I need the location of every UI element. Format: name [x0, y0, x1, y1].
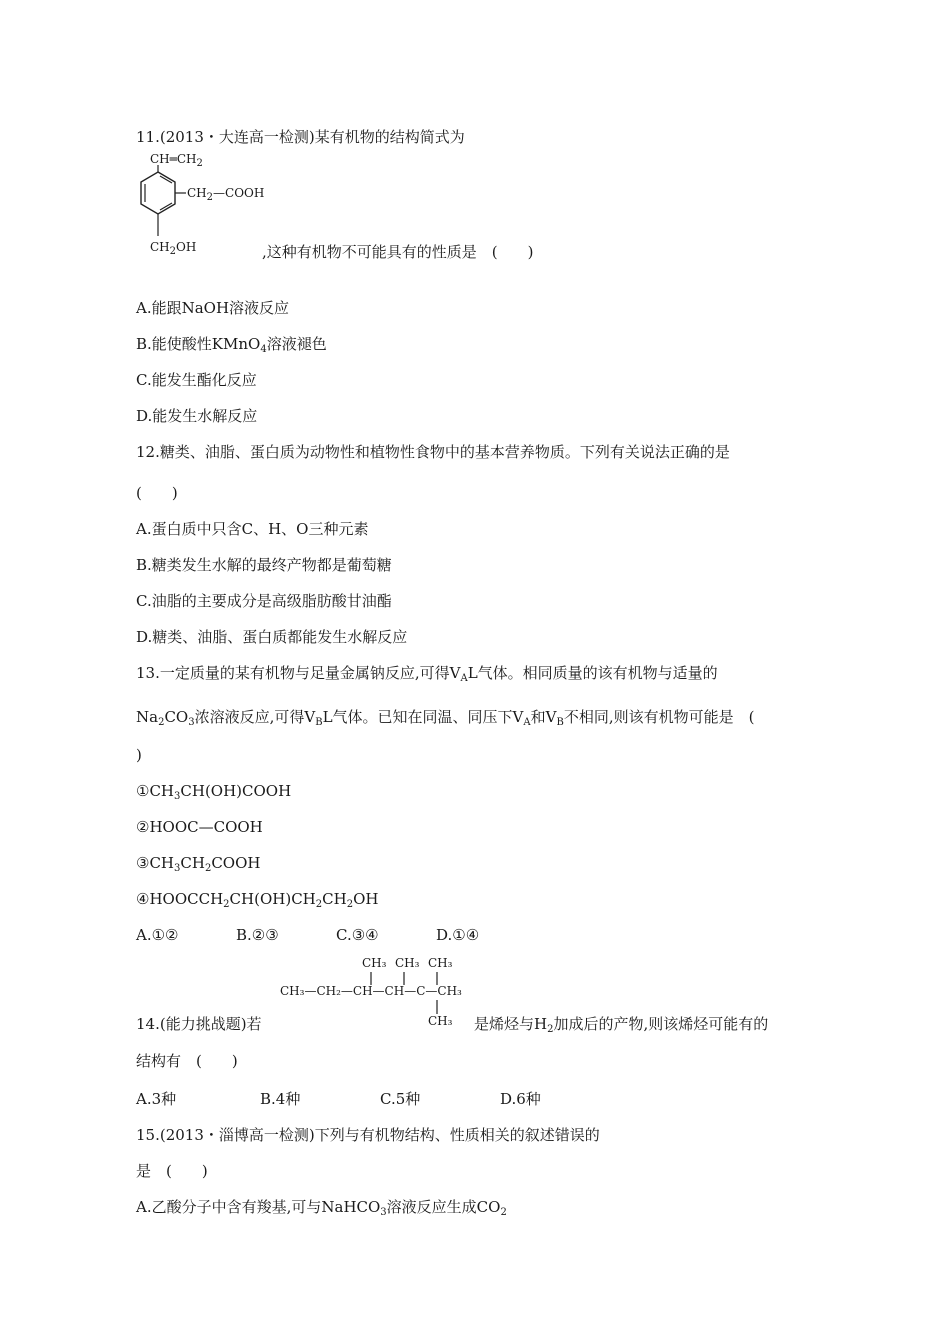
q13-answer-a: A.①② — [136, 926, 179, 944]
q14-answers — [136, 1089, 541, 1109]
q13-line-3: ) — [136, 746, 142, 764]
q14-methyl-4: CH₃ — [428, 1014, 453, 1028]
q13-item-4: $④HOOCCH_2CH(OH)CH_2CH_2OH$ — [136, 890, 379, 910]
q13-item-1: $①CH_3CH(OH)COOH$ — [136, 782, 292, 802]
q15-line-2: 是 ( ) — [136, 1162, 208, 1180]
q13-line-1: 13.一定质量的某有机物与足量金属钠反应,可得$V_AL$气体。相同质量的该有机物与适量的 — [136, 664, 718, 684]
acetic-group: $CH_2—COOH$ — [187, 186, 265, 203]
q13-answer-c: C.③④ — [336, 926, 379, 944]
q11-option-b: B.能使酸性KMnO$_4$溶液褪色 — [136, 335, 327, 355]
q14-main-chain: CH₃—CH₂—CH—CH—C—CH₃ — [280, 984, 462, 998]
q13-answer-d: D.①④ — [436, 926, 480, 944]
q14-answer-d: D.6种 — [500, 1090, 541, 1108]
q15-option-a: A.乙酸分子中含有羧基,可与NaHCO$_3$溶液反应生成$CO_2$ — [136, 1198, 507, 1218]
q14-stem-start: 14.(能力挑战题)若 — [136, 1015, 262, 1033]
q14-answer-b: B.4种 — [260, 1090, 301, 1108]
q11-stem: 11.(2013・大连高一检测)某有机物的结构简式为 — [136, 128, 465, 146]
q14-structure — [280, 956, 480, 1032]
q13-answers — [136, 925, 479, 945]
q13-answer-b: B.②③ — [236, 926, 279, 944]
q12-option-c: C.油脂的主要成分是高级脂肪酸甘油酯 — [136, 592, 392, 610]
q11-option-a: A.能跟NaOH溶液反应 — [136, 299, 290, 317]
q12-option-b: B.糖类发生水解的最终产物都是葡萄糖 — [136, 556, 392, 574]
q14-methyl-3: CH₃ — [428, 956, 453, 970]
q11-tail: ,这种有机物不可能具有的性质是 ( ) — [262, 243, 534, 261]
q14-answer-a: A.3种 — [136, 1090, 177, 1108]
q13-line-2: $Na_2CO_3$浓溶液反应,可得$V_BL$气体。已知在同温、同压下$V_A$和$V_B$不相同,则该有机物可能是 ( — [136, 708, 755, 728]
q15-stem: 15.(2013・淄博高一检测)下列与有机物结构、性质相关的叙述错误的 — [136, 1126, 600, 1144]
q14-stem-end: 是烯烃与$H_2$加成后的产物,则该烯烃可能有的 — [474, 1015, 769, 1035]
q14-answer-c: C.5种 — [380, 1090, 421, 1108]
vinyl-group: $CH═CH_2$ — [150, 152, 203, 169]
q12-option-d: D.糖类、油脂、蛋白质都能发生水解反应 — [136, 628, 408, 646]
q11-structure — [128, 152, 278, 262]
q14-bonds-icon — [280, 956, 480, 1032]
q12-option-a: A.蛋白质中只含C、H、O三种元素 — [136, 520, 369, 538]
q14-methyl-1: CH₃ — [362, 956, 387, 970]
q11-option-c: C.能发生酯化反应 — [136, 371, 257, 389]
q14-methyl-2: CH₃ — [395, 956, 420, 970]
q14-line-2: 结构有 ( ) — [136, 1052, 238, 1070]
q11-option-d: D.能发生水解反应 — [136, 407, 258, 425]
q12-stem: 12.糖类、油脂、蛋白质为动物性和植物性食物中的基本营养物质。下列有关说法正确的是 — [136, 443, 730, 461]
q13-item-2: ②HOOC—COOH — [136, 818, 263, 836]
q12-paren: ( ) — [136, 484, 178, 502]
hydroxymethyl-group: $CH_2OH$ — [150, 240, 197, 257]
q13-item-3: $③CH_3CH_2COOH$ — [136, 854, 261, 874]
